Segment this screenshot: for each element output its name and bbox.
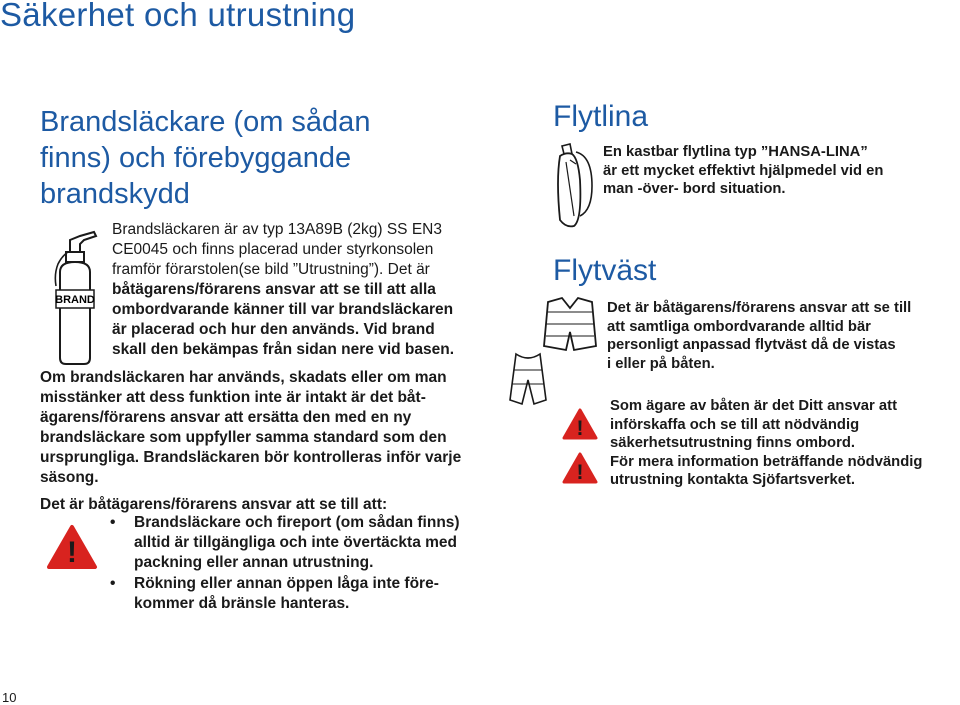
extinguisher-intro-text: Brandsläckaren är av typ 13A89B (2kg) SS EN3 CE0045 och finns placerad under styrkonsolen framför förarstolen(se bild ”Utrustning”). Det är båtägarens/förarens ansvar att se till att alla ombordvarande känner till var brandsläckaren är placerad och hur den används. Vid brand skall den bekämpas från sidan nere vid basen. <box>112 221 454 358</box>
warning-triangle-icon <box>46 524 98 570</box>
warning-exclamation: ! <box>576 461 584 484</box>
warning-exclamation: ! <box>576 417 584 440</box>
flytlina-heading: Flytlina <box>553 100 649 133</box>
throw-line-bag-icon <box>548 140 600 230</box>
extinguisher-label: BRAND <box>55 294 95 306</box>
warning-triangle-icon <box>562 452 598 484</box>
page-number: 10 <box>2 690 17 705</box>
list-item: • Rökning eller annan öppen låga inte före- kommer då bränsle hanteras. <box>110 574 460 614</box>
extinguisher-maintenance-text: Om brandsläckaren har används, skadats eller om man misstänker att dess funktion inte är intakt är det båt- ägarens/förarens ansvar att ersätta den med en ny brandsläckare som uppfyller samma standard som den ursprungliga. Brandsläckaren bör kontrolleras inför varje säsong. <box>40 369 462 486</box>
child-vest-icon <box>506 350 550 406</box>
page-title: Säkerhet och utrustning <box>0 0 356 33</box>
warning-exclamation: ! <box>67 536 77 569</box>
flytvast-heading: Flytväst <box>553 254 657 287</box>
fire-section-heading: Brandsläckare (om sådan finns) och förebyggande brandskydd <box>40 106 371 210</box>
safety-equipment-warning-text: Som ägare av båten är det Ditt ansvar att införskaffa och se till att nödvändig säkerhetsutrustning finns ombord. För mera information beträffande nödvändig utrustning kontakta Sjöfartsverket. <box>610 398 923 488</box>
responsibility-list <box>110 513 460 615</box>
flytlina-text: En kastbar flytlina typ ”HANSA-LINA” är ett mycket effektivt hjälpmedel vid en man -över- bord situation. <box>603 144 884 197</box>
life-vest-icon <box>540 296 600 352</box>
list-item: • Brandsläckare och fireport (om sådan finns) alltid är tillgängliga och inte övertäckta med packning eller annan utrustning. <box>110 513 460 573</box>
fire-extinguisher-icon <box>50 230 105 370</box>
flytvast-text: Det är båtägarens/förarens ansvar att se till att samtliga ombordvarande alltid bär personligt anpassad flytväst då de vistas i eller på båten. <box>607 300 912 372</box>
responsibility-title: Det är båtägarens/förarens ansvar att se till att: <box>40 496 388 513</box>
warning-triangle-icon <box>562 408 598 440</box>
